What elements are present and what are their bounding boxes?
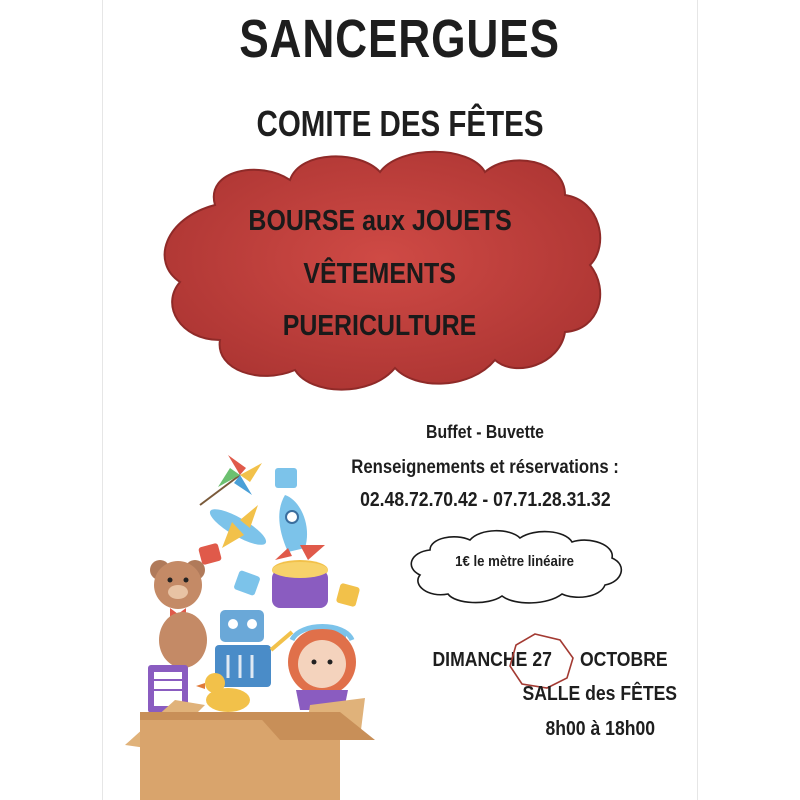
date-month: OCTOBRE <box>579 649 668 671</box>
venue-text: SALLE des FÊTES <box>522 683 678 705</box>
rocket-icon <box>275 495 325 560</box>
buffet-text: Buffet - Buvette <box>426 422 544 442</box>
phone-numbers: 02.48.72.70.42 - 07.71.28.31.32 <box>359 489 611 511</box>
hours-text: 8h00 à 18h00 <box>545 718 656 740</box>
info-label: Renseignements et réservations : <box>351 457 619 478</box>
pot-icon <box>272 560 328 608</box>
doll-icon <box>288 627 356 711</box>
teddy-bear-icon <box>150 560 207 668</box>
price-text: 1€ le mètre linéaire <box>455 553 575 570</box>
pinwheel-icon <box>200 455 262 505</box>
event-line-1: BOURSE aux JOUETS <box>248 205 512 237</box>
date-day: DIMANCHE <box>432 649 528 671</box>
poster-subtitle: COMITE DES FÊTES <box>256 103 544 144</box>
event-line-3: PUERICULTURE <box>283 310 477 342</box>
date-number: 27 <box>532 649 552 671</box>
robot-icon <box>215 610 292 687</box>
event-line-2: VÊTEMENTS <box>303 258 457 290</box>
poster-title: SANCERGUES <box>239 9 561 69</box>
toy-box-icon <box>125 698 375 800</box>
